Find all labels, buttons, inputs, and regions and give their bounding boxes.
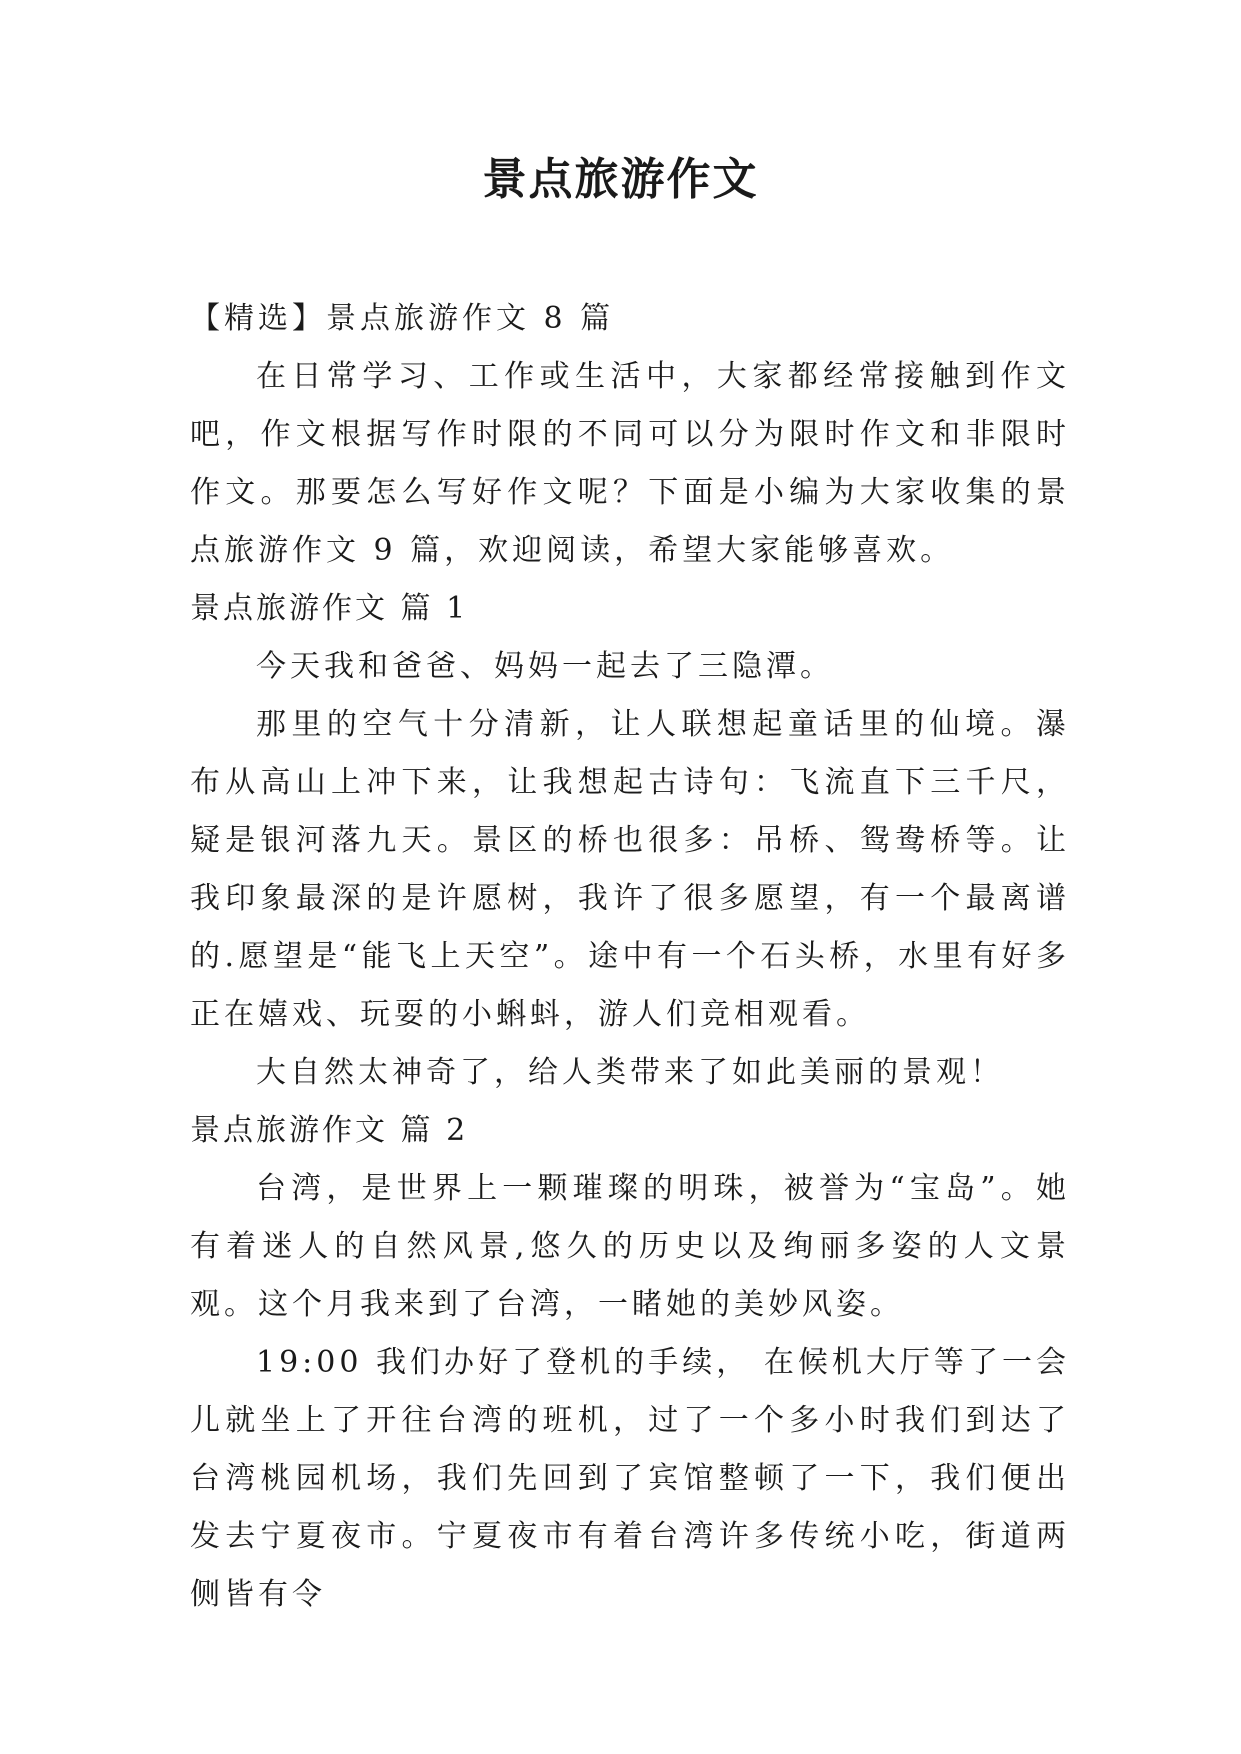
document-body [190, 290, 1070, 1624]
essay-2-paragraph: 台湾，是世界上一颗璀璨的明珠，被誉为“宝岛”。她有着迷人的自然风景,悠久的历史以及绚丽多姿的人文景观。这个月我来到了台湾，一睹她的美妙风姿。 [190, 1171, 1070, 1322]
essay-2-paragraph: 19:00 我们办好了登机的手续， 在候机大厅等了一会儿就坐上了开往台湾的班机，过了一个多小时我们到达了台湾桃园机场，我们先回到了宾馆整顿了一下，我们便出发去宁夏夜市。宁夏夜市有着台湾许多传统小吃，街道两侧皆有令 [190, 1345, 1070, 1612]
intro-paragraph: 在日常学习、工作或生活中，大家都经常接触到作文吧，作文根据写作时限的不同可以分为限时作文和非限时作文。那要怎么写好作文呢？下面是小编为大家收集的景点旅游作文 9 篇，欢迎阅读，希望大家能够喜欢。 [190, 359, 1070, 568]
essay-1-paragraph: 今天我和爸爸、妈妈一起去了三隐潭。 [256, 649, 834, 684]
essay-1-heading: 景点旅游作文 篇 1 [190, 591, 469, 626]
essay-1-paragraph: 那里的空气十分清新，让人联想起童话里的仙境。瀑布从高山上冲下来，让我想起古诗句：飞流直下三千尺，疑是银河落九天。景区的桥也很多：吊桥、鸳鸯桥等。让我印象最深的是许愿树，我许了很多愿望，有一个最离谱的.愿望是“能飞上天空”。途中有一个石头桥，水里有好多正在嬉戏、玩耍的小蝌蚪，游人们竞相观看。 [190, 707, 1070, 1032]
document-title: 景点旅游作文 [482, 154, 759, 205]
document-subtitle: 【精选】景点旅游作文 8 篇 [190, 301, 615, 336]
essay-2-heading: 景点旅游作文 篇 2 [190, 1113, 469, 1148]
essay-1-paragraph: 大自然太神奇了，给人类带来了如此美丽的景观！ [256, 1055, 1004, 1090]
